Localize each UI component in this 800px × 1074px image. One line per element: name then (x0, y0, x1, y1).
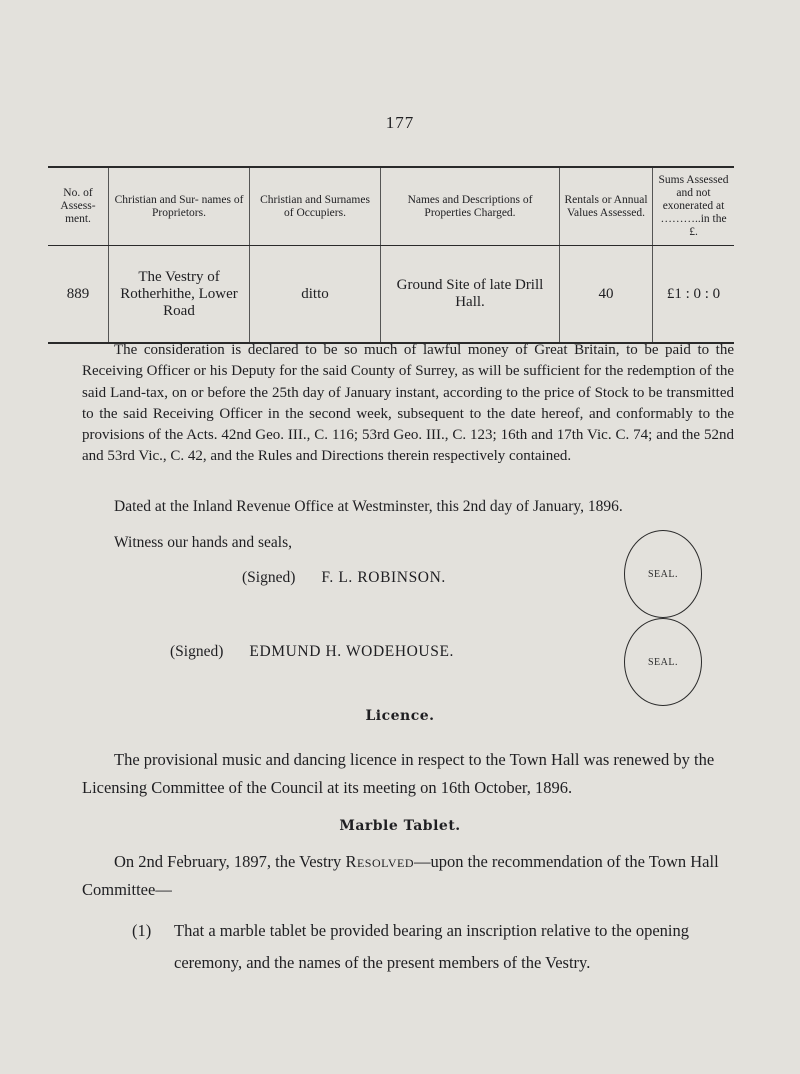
cell-sum: £1 : 0 : 0 (653, 246, 735, 344)
cell-property: Ground Site of late Drill Hall. (381, 246, 560, 344)
resolved-word: Resolved (345, 852, 415, 871)
seal-2 (624, 618, 702, 706)
licence-heading: Licence. (365, 708, 435, 724)
header-rental: Rentals or Annual Values Assessed. (560, 167, 653, 246)
seal-1 (624, 530, 702, 618)
consideration-paragraph: The consideration is declared to be so much of lawful money of Great Britain, to be paid to the Receiving Officer or his Deputy for the said County of Surrey, as will be sufficient for the redemption of the said Land-tax, on or before the 25th day of January instant, according to the price of Stock to be transmitted to the said Receiving Officer in the second week, subsequent to the date hereof, and conformably to the provisions of the Acts. 42nd Geo. III., C. 116; 53rd Geo. III., C. 123; 16th and 17th Vic. C. 74; and the 52nd and 53rd Vic., C. 42, and the Rules and Directions therein respectively contained. (82, 342, 734, 465)
cell-rental: 40 (560, 246, 653, 344)
item-number: (1) (132, 921, 152, 940)
page-number: 177 (385, 113, 415, 132)
marble-tablet-paragraph (82, 848, 742, 904)
header-property: Names and Descriptions of Properties Charged. (381, 167, 560, 246)
header-occupiers: Christian and Surnames of Occupiers. (250, 167, 381, 246)
seal-label: SEAL. (648, 568, 678, 580)
cell-occupiers: ditto (250, 246, 381, 344)
intro-text: On 2nd February, 1897, the Vestry (114, 852, 346, 871)
signed-label: (Signed) (242, 569, 296, 586)
signatory-name: EDMUND H. WODEHOUSE. (249, 643, 454, 660)
table-header-row (48, 167, 734, 246)
header-proprietors: Christian and Sur- names of Proprietors. (109, 167, 250, 246)
signed-label: (Signed) (170, 643, 224, 660)
header-sum: Sums Assessed and not exonerated at ………..in the £. (653, 167, 735, 246)
licence-paragraph: The provisional music and dancing licence in respect to the Town Hall was renewed by the Licensing Committee of the Council at its meeting on 16th October, 1896. (82, 750, 715, 797)
seal-label: SEAL. (648, 656, 678, 668)
marble-tablet-heading: Marble Tablet. (339, 818, 461, 834)
assessment-table (48, 166, 734, 344)
intro-text-continued: —upon the recommendation of the Town Hall Committee— (82, 852, 719, 899)
witness-line: Witness our hands and seals, (114, 534, 293, 551)
signatory-name: F. L. ROBINSON. (321, 569, 446, 586)
cell-assessment-number: 889 (66, 285, 90, 302)
table-row (48, 246, 734, 344)
cell-proprietors: The Vestry of Rotherhithe, Lower Road (109, 246, 250, 344)
header-assessment-number: No. of Assess- ment. (48, 167, 109, 246)
signature-wodehouse (170, 643, 454, 661)
list-item (132, 915, 722, 979)
signature-robinson (242, 569, 446, 587)
item-text: That a marble tablet be provided bearing an inscription relative to the opening ceremony, and the names of the present members of the Vestry. (174, 921, 689, 972)
dated-line: Dated at the Inland Revenue Office at Westminster, this 2nd day of January, 1896. (114, 498, 623, 515)
